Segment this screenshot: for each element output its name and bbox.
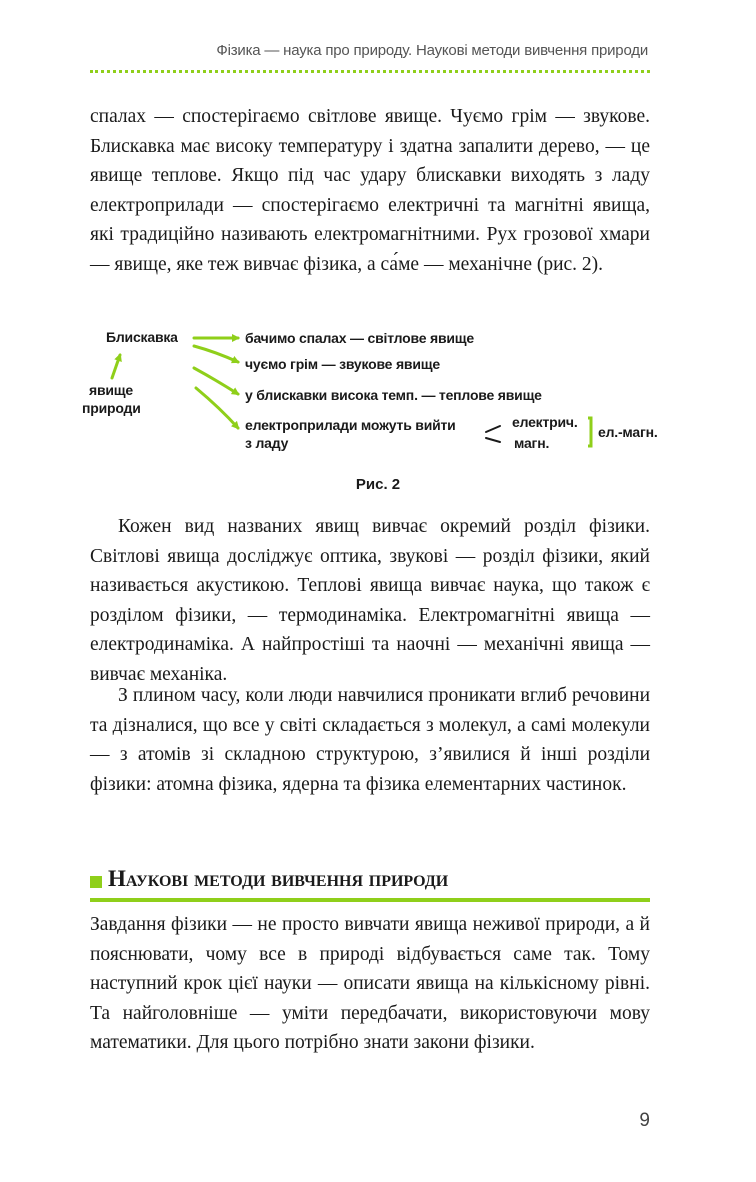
page-number: 9 [639,1110,650,1131]
figure-caption: Рис. 2 [355,476,401,493]
running-header: Фізика — наука про природу. Наукові методи вивчення природи [216,42,648,59]
diagram-sub-electric: електрич. [512,414,578,430]
diagram-sub-magnetic: магн. [514,435,550,451]
arrow-to-electro [196,388,238,428]
diagram-phenomenon-label-1: явище [89,382,133,398]
paragraph-methods: Завдання фізики — не просто вивчати явища неживої природи, а й пояснювати, чому все в природі відбувається саме так. Тому наступний крок цієї науки — описати явища на кількісному рівні. Та найголовніше — уміти передбачати, використовуючи мову математики. Для цього потрібно знати закони фізики. [90,914,650,1053]
diagram-phenomenon-label-2: природи [82,400,141,416]
diagram-source-label: Блискавка [106,329,178,345]
diagram-branch-light: бачимо спалах — світлове явище [245,330,474,346]
diagram-branch-sound: чуємо грім — звукове явище [245,356,440,372]
arrow-up-to-source [112,355,120,378]
diagram-branch-electro-1: електроприлади можуть вийти [245,417,456,433]
split-line-lower [486,438,500,442]
paragraph-branches: Кожен вид названих явищ вивчає окремий розділ фізики. Світлові явища досліджує оптика, звукові — розділ фізики, який називається акустикою. Теплові явища вивчає наука, що також є розділом фізики, — термодинаміка. Електромагнітні явища — електродинаміка. А найпростіші та наочні — механічні явища — вивчає механіка. [90,516,650,685]
split-line-upper [486,426,500,432]
paragraph-modern-branches: З плином часу, коли люди навчилися проникати вглиб речовини та дізналися, що все у світі складається з молекул, а самі молекули — з атомів зі складною структурою, з’явилися й інші розділи фізики: атомна фізика, ядерна та фізика елементарних частинок. [90,685,650,795]
section-heading [90,866,650,902]
diagram-branch-electro-2: з ладу [245,435,289,451]
paragraph-intro: спалах — спостерігаємо світлове явище. Чуємо грім — звукове. Блискавка має високу температуру і здатна запалити дерево, — це явище теплове. Якщо під час удару блискавки виходять з ладу електроприлади — спостерігаємо електричні та магнітні явища, які традиційно називають електромагнітними. Рух грозової хмари — явище, яке теж вивчає фізика, а са́ме — механічне (рис. 2). [90,106,650,275]
arrow-to-sound [194,346,238,362]
diagram-branch-heat: у блискавки висока темп. — теплове явище [245,387,542,403]
diagram-combined-label: ел.-магн. [598,424,658,440]
combine-brace [588,418,591,446]
section-marker-square [90,876,102,888]
section-title: Наукові методи вивчення природи [108,866,449,891]
